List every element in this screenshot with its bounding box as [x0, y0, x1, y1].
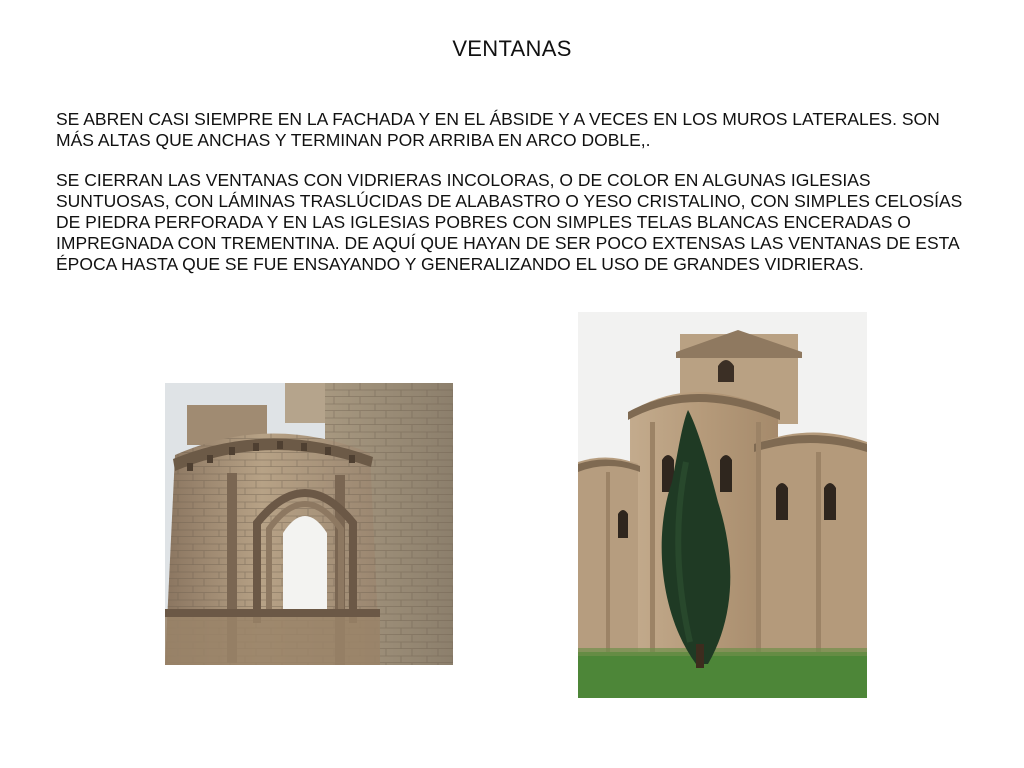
slide-title: VENTANAS [452, 36, 572, 61]
apse-window-image [165, 383, 453, 665]
church-apses-photo [578, 312, 867, 698]
paragraph-openings: SE ABREN CASI SIEMPRE EN LA FACHADA Y EN EL ÁBSIDE Y A VECES EN LOS MUROS LATERALES. SON MÁS ALTAS QUE ANCHAS Y TERMINAN POR ARRIBA EN ARCO DOBLE,. [56, 109, 940, 150]
church-apses-image [578, 312, 867, 698]
apse-window-photo [165, 383, 453, 665]
paragraph-closures: SE CIERRAN LAS VENTANAS CON VIDRIERAS INCOLORAS, O DE COLOR EN ALGUNAS IGLESIAS SUNTUOSAS, CON LÁMINAS TRASLÚCIDAS DE ALABASTRO O YESO CRISTALINO, CON SIMPLES CELOSÍAS DE PIEDRA PERFORADA Y EN LAS IGLESIAS POBRES CON SIMPLES TELAS BLANCAS ENCERADAS O IMPREGNADA CON TREMENTINA. DE AQUÍ QUE HAYAN DE SER POCO EXTENSAS LAS VENTANAS DE ESTA ÉPOCA HASTA QUE SE FUE ENSAYANDO Y GENERALIZANDO EL USO DE GRANDES VIDRIERAS. [56, 170, 963, 274]
